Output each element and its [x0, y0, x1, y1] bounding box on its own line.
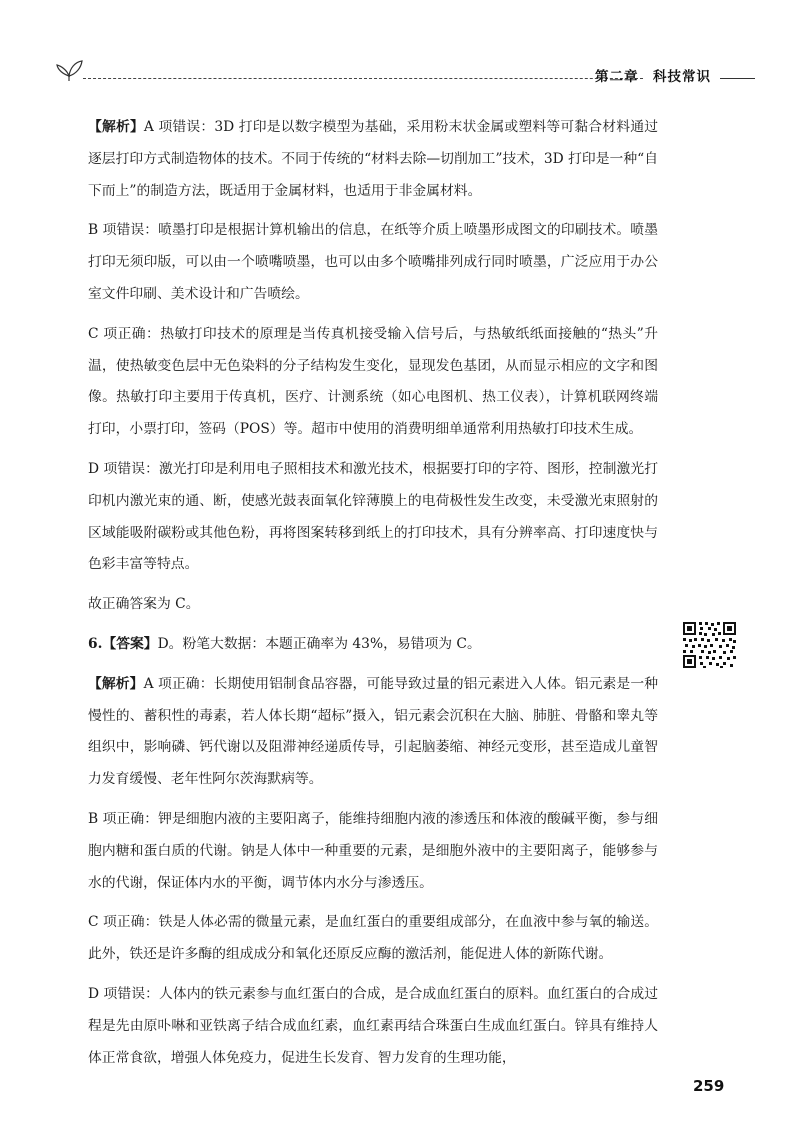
paragraph [88, 319, 658, 446]
leaf-sprout-icon [55, 56, 85, 82]
paragraph [88, 215, 658, 310]
paragraph [88, 454, 658, 581]
paragraph [88, 669, 658, 796]
paragraph-text: D。粉笔大数据：本题正确率为 43%，易错项为 C。 [157, 635, 481, 652]
page-number: 259 [693, 1077, 725, 1095]
paragraph [88, 589, 658, 621]
paragraph [88, 112, 658, 207]
paragraph-text: 故正确答案为 C。 [88, 596, 200, 613]
paragraph [88, 979, 658, 1074]
page-header [55, 56, 755, 88]
paragraph [88, 907, 658, 971]
header-rule-right [720, 78, 755, 79]
paragraph-text: B 项正确：钾是细胞内液的主要阳离子，能维持细胞内液的渗透压和体液的酸碱平衡，参与细胞内糖和蛋白质的代谢。钠是人体中一种重要的元素，是细胞外液中的主要阳离子，能够参与水的代谢，保证体内水的平衡，调节体内水分与渗透压。 [88, 810, 658, 891]
paragraph-text: A 项正确：长期使用铝制食品容器，可能导致过量的铝元素进入人体。铝元素是一种慢性的、蓄积性的毒素，若人体长期“超标”摄入，铝元素会沉积在大脑、肺脏、骨骼和睾丸等组织中，影响磷、钙代谢以及阻滞神经递质传导，引起脑萎缩、神经元变形，甚至造成儿童智力发育缓慢、老年性阿尔茨海默病等。 [88, 675, 659, 788]
paragraph-text: B 项错误：喷墨打印是根据计算机输出的信息，在纸等介质上喷墨形成图文的印刷技术。喷墨打印无须印版，可以由一个喷嘴喷墨，也可以由多个喷嘴排列成行同时喷墨，广泛应用于办公室文件印刷、美术设计和广告喷绘。 [88, 222, 658, 302]
body-text [88, 112, 658, 1082]
paragraph-text: D 项错误：激光打印是利用电子照相技术和激光技术，根据要打印的字符、图形，控制激光打印机内激光束的通、断，使感光鼓表面氧化锌薄膜上的电荷极性发生改变，未受激光束照射的区域能吸附碳粉或其他色粉，再将图案转移到纸上的打印技术，具有分辨率高、打印速度快与色彩丰富等特点。 [88, 460, 658, 573]
header-rule-left [83, 78, 643, 79]
paragraph [88, 804, 658, 899]
paragraph-text: C 项正确：铁是人体必需的微量元素，是血红蛋白的重要组成部分，在血液中参与氧的输送。此外，铁还是许多酶的组成成分和氧化还原反应酶的激活剂，能促进人体的新陈代谢。 [88, 914, 658, 963]
paragraph-tag: 6.【答案】 [88, 635, 158, 652]
qr-code-icon[interactable] [682, 621, 737, 669]
chapter-title: 第二章 科技常识 [595, 69, 711, 85]
paragraph-text: A 项错误：3D 打印是以数字模型为基础，采用粉末状金属或塑料等可黏合材料通过逐层打印方式制造物体的技术。不同于传统的“材料去除—切削加工”技术，3D 打印是一种“自下而上”的制造方法，既适用于金属材料，也适用于非金属材料。 [88, 119, 658, 199]
paragraph-text: C 项正确：热敏打印技术的原理是当传真机接受输入信号后，与热敏纸纸面接触的“热头”升温，使热敏变色层中无色染料的分子结构发生变化，显现发色基团，从而显示相应的文字和图像。热敏打印主要用于传真机，医疗、计测系统（如心电图机、热工仪表），计算机联网终端打印，小票打印，签码（POS）等。超市中使用的消费明细单通常利用热敏打印技术生成。 [88, 325, 658, 438]
paragraph-tag: 【解析】 [88, 675, 144, 692]
answer-line [88, 629, 658, 661]
paragraph-text: D 项错误：人体内的铁元素参与血红蛋白的合成，是合成血红蛋白的原料。血红蛋白的合成过程是先由原卟啉和亚铁离子结合成血红素，血红素再结合珠蛋白生成血红蛋白。锌具有维持人体正常食欲，增强人体免疫力，促进生长发育、智力发育的生理功能， [88, 985, 658, 1066]
paragraph-tag: 【解析】 [88, 119, 144, 135]
